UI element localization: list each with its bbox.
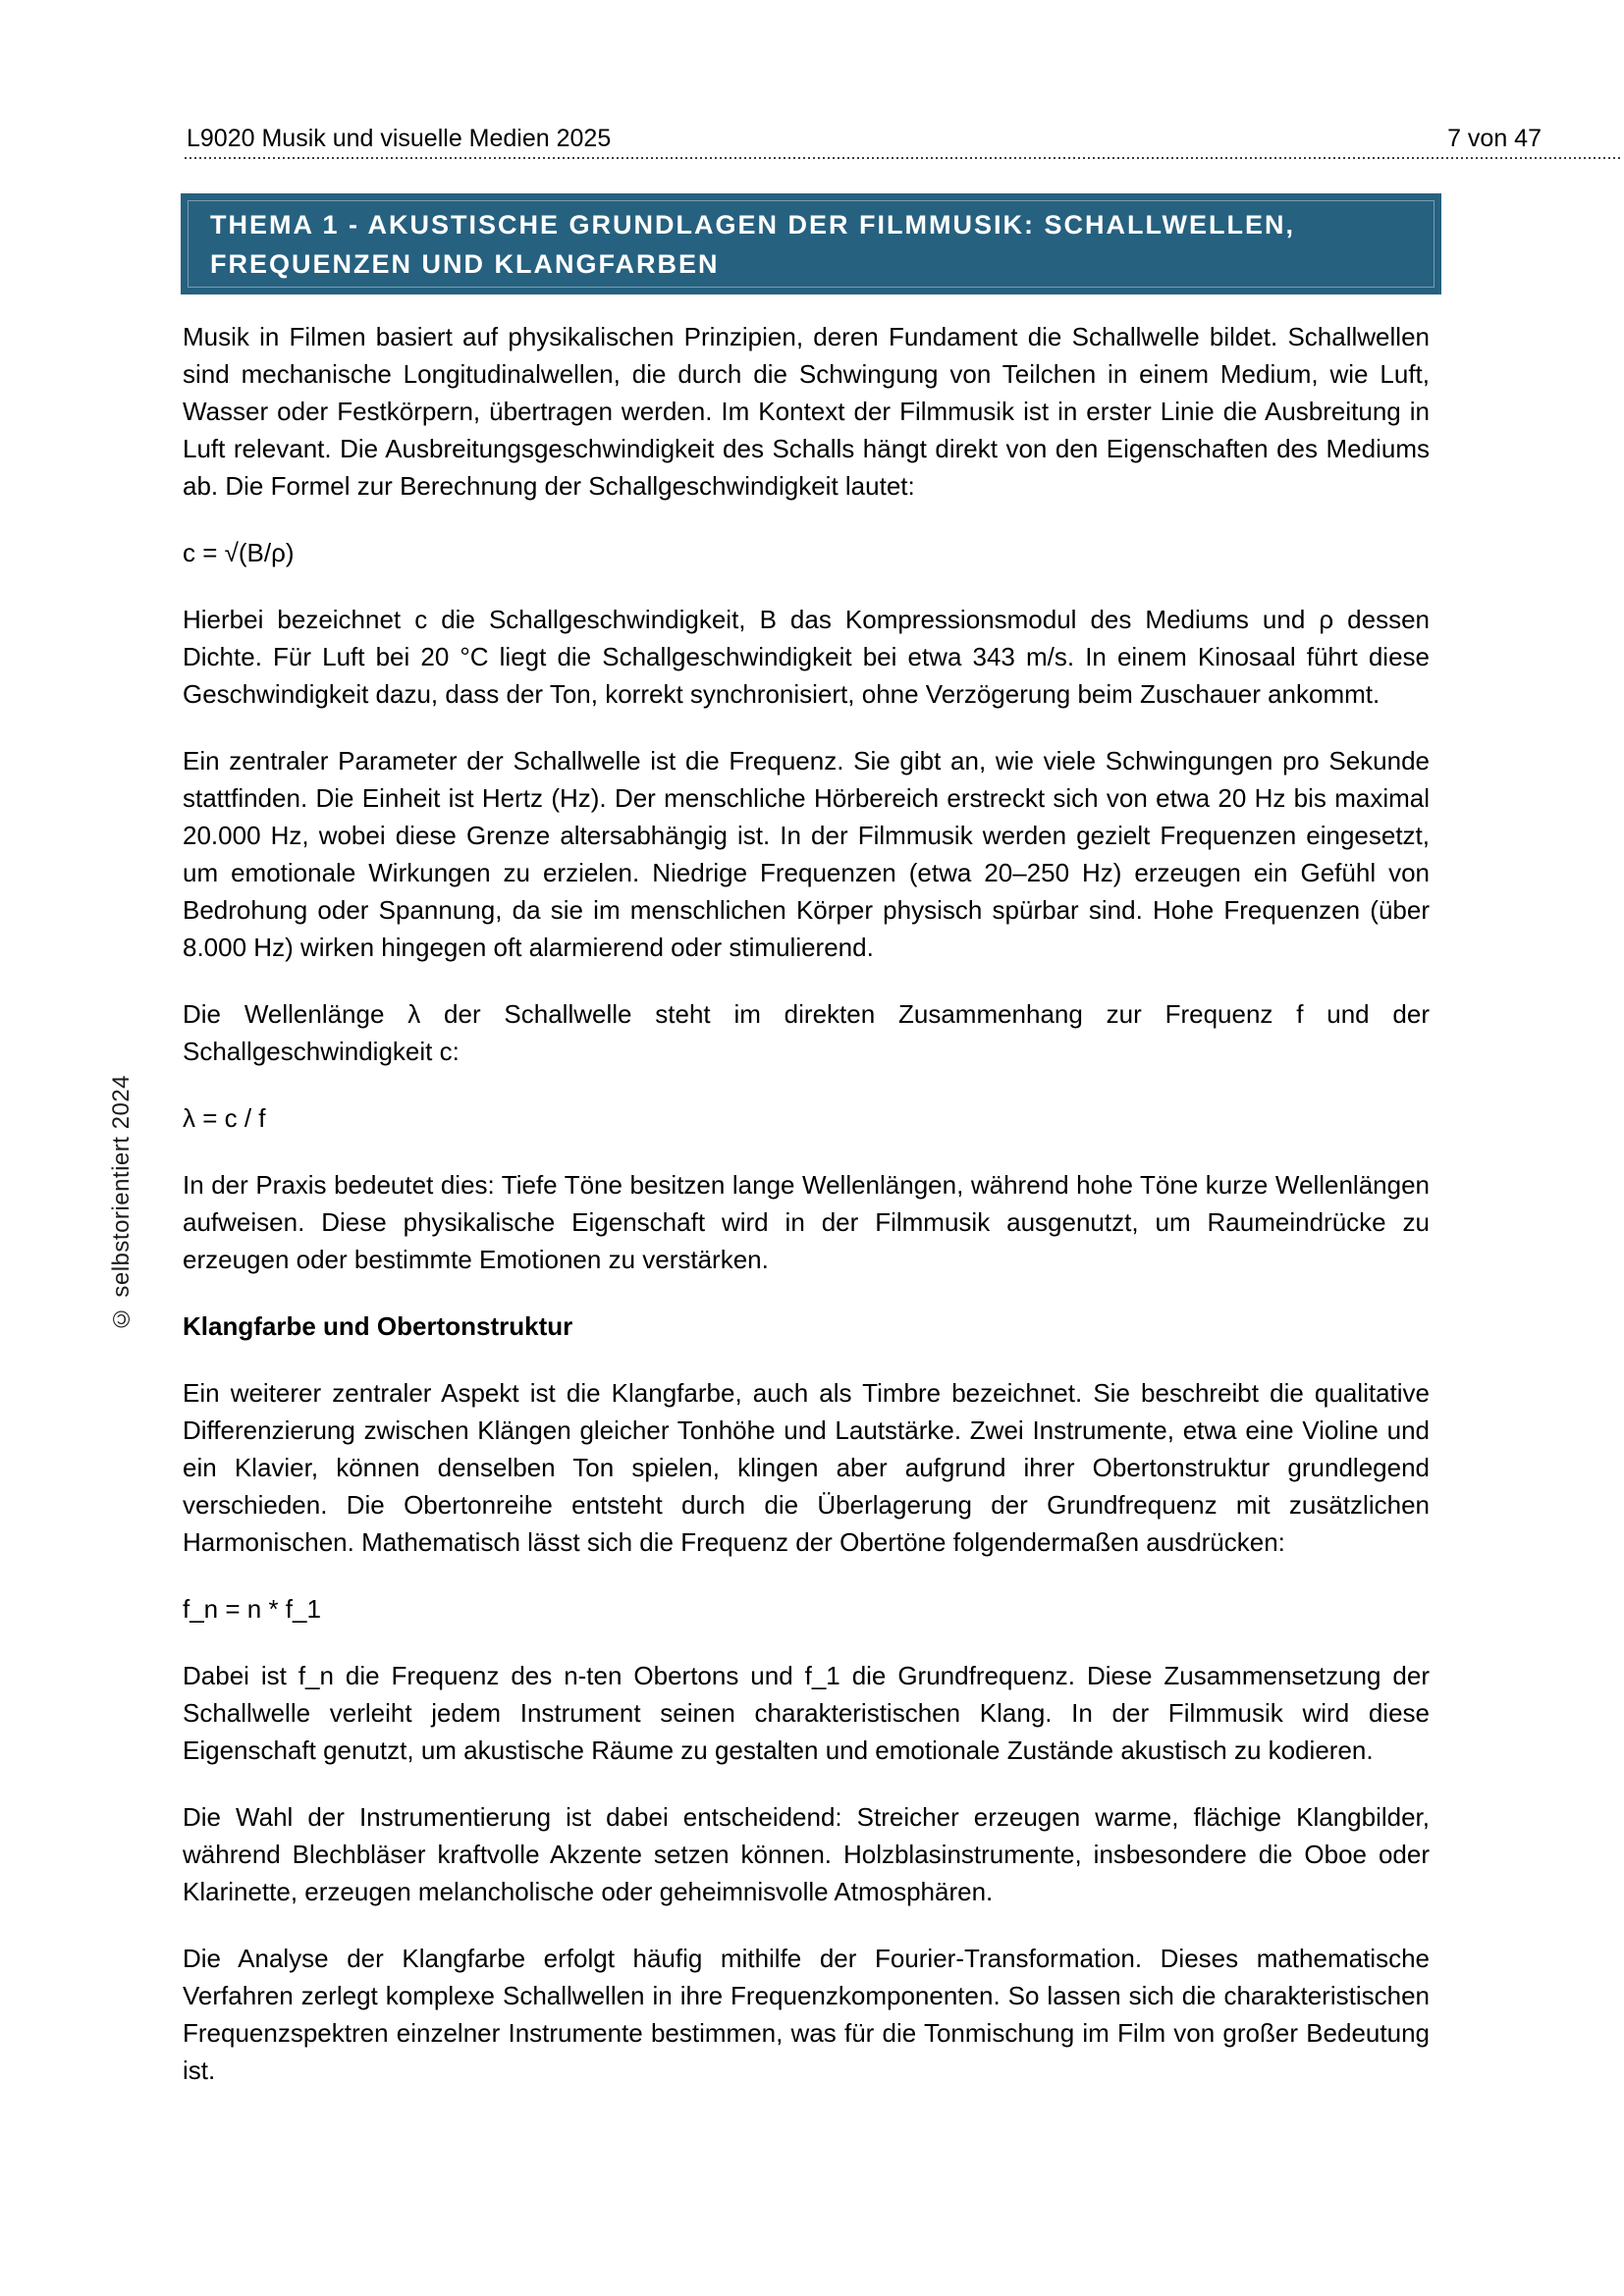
paragraph-overtones-explanation: Dabei ist f_n die Frequenz des n-ten Obertons und f_1 die Grundfrequenz. Diese Zusammensetzung der Schallwelle verleiht jedem Instrument seinen charakteristischen Klang. In der Filmmusik wird diese Eigenschaft genutzt, um akustische Räume zu gestalten und emotionale Zustände akustisch zu kodieren. bbox=[183, 1661, 1430, 1765]
paragraph-sound-speed-explanation: Hierbei bezeichnet c die Schallgeschwindigkeit, B das Kompressionsmodul des Mediums und ρ dessen Dichte. Für Luft bei 20 °C liegt die Schallgeschwindigkeit bei etwa 343 m/s. In einem Kinosaal führt diese Geschwindigkeit dazu, dass der Ton, korrekt synchronisiert, ohne Verzögerung beim Zuschauer ankommt. bbox=[183, 605, 1430, 709]
formula-wavelength: λ = c / f bbox=[183, 1103, 266, 1133]
formula-sound-speed: c = √(B/ρ) bbox=[183, 538, 295, 567]
document-body bbox=[183, 296, 1430, 2118]
topic-title-line-1: THEMA 1 - AKUSTISCHE GRUNDLAGEN DER FILMMUSIK: SCHALLWELLEN, bbox=[210, 210, 1295, 240]
paragraph-wavelength-practice: In der Praxis bedeutet dies: Tiefe Töne besitzen lange Wellenlängen, während hohe Töne kurze Wellenlängen aufweisen. Diese physikalische Eigenschaft wird in der Filmmusik ausgenutzt, um Raumeindrücke zu erzeugen oder bestimmte Emotionen zu verstärken. bbox=[183, 1170, 1430, 1274]
topic-title-box bbox=[181, 193, 1441, 294]
paragraph-sound-waves-intro: Musik in Filmen basiert auf physikalischen Prinzipien, deren Fundament die Schallwelle bildet. Schallwellen sind mechanische Longitudinalwellen, die durch die Schwingung von Teilchen in einem Medium, wie Luft, Wasser oder Festkörpern, übertragen werden. Im Kontext der Filmmusik ist in erster Linie die Ausbreitung in Luft relevant. Die Ausbreitungsgeschwindigkeit des Schalls hängt direkt von den Eigenschaften des Mediums ab. Die Formel zur Berechnung der Schallgeschwindigkeit lautet: bbox=[183, 322, 1430, 501]
paragraph-wavelength-intro: Die Wellenlänge λ der Schallwelle steht im direkten Zusammenhang zur Frequenz f und der Schallgeschwindigkeit c: bbox=[183, 999, 1430, 1066]
formula-overtones: f_n = n * f_1 bbox=[183, 1594, 321, 1624]
header-course-label: L9020 Musik und visuelle Medien 2025 bbox=[187, 125, 612, 152]
header-divider-rule bbox=[185, 157, 1620, 159]
paragraph-frequency: Ein zentraler Parameter der Schallwelle ist die Frequenz. Sie gibt an, wie viele Schwingungen pro Sekunde stattfinden. Die Einheit ist Hertz (Hz). Der menschliche Hörbereich erstreckt sich von etwa 20 Hz bis maximal 20.000 Hz, wobei diese Grenze altersabhängig ist. In der Filmmusik werden gezielt Frequenzen eingesetzt, um emotionale Wirkungen zu erzielen. Niedrige Frequenzen (etwa 20–250 Hz) erzeugen ein Gefühl von Bedrohung oder Spannung, da sie im menschlichen Körper physisch spürbar sind. Hohe Frequenzen (über 8.000 Hz) wirken hingegen oft alarmierend oder stimulierend. bbox=[183, 746, 1430, 962]
topic-title bbox=[210, 205, 1418, 284]
paragraph-timbre-intro: Ein weiterer zentraler Aspekt ist die Klangfarbe, auch als Timbre bezeichnet. Sie beschreibt die qualitative Differenzierung zwischen Klängen gleicher Tonhöhe und Lautstärke. Zwei Instrumente, etwa eine Violine und ein Klavier, können denselben Ton spielen, klingen aber aufgrund ihrer Obertonstruktur grundlegend verschieden. Die Obertonreihe entsteht durch die Überlagerung der Grundfrequenz mit zusätzlichen Harmonischen. Mathematisch lässt sich die Frequenz der Obertöne folgendermaßen ausdrücken: bbox=[183, 1378, 1430, 1557]
copyright-vertical-label: © selbstorientiert 2024 bbox=[108, 1075, 135, 1332]
subheading-timbre: Klangfarbe und Obertonstruktur bbox=[183, 1311, 573, 1341]
paragraph-fourier-analysis: Die Analyse der Klangfarbe erfolgt häufig mithilfe der Fourier-Transformation. Dieses mathematische Verfahren zerlegt komplexe Schallwellen in ihre Frequenzkomponenten. So lassen sich die charakteristischen Frequenzspektren einzelner Instrumente bestimmen, was für die Tonmischung im Film von großer Bedeutung ist. bbox=[183, 1944, 1430, 2085]
topic-title-line-2: FREQUENZEN UND KLANGFARBEN bbox=[210, 249, 720, 279]
header-page-number: 7 von 47 bbox=[1447, 125, 1542, 152]
paragraph-instrumentation: Die Wahl der Instrumentierung ist dabei entscheidend: Streicher erzeugen warme, flächige Klangbilder, während Blechbläser kraftvolle Akzente setzen können. Holzblasinstrumente, insbesondere die Oboe oder Klarinette, erzeugen melancholische oder geheimnisvolle Atmosphären. bbox=[183, 1802, 1430, 1906]
